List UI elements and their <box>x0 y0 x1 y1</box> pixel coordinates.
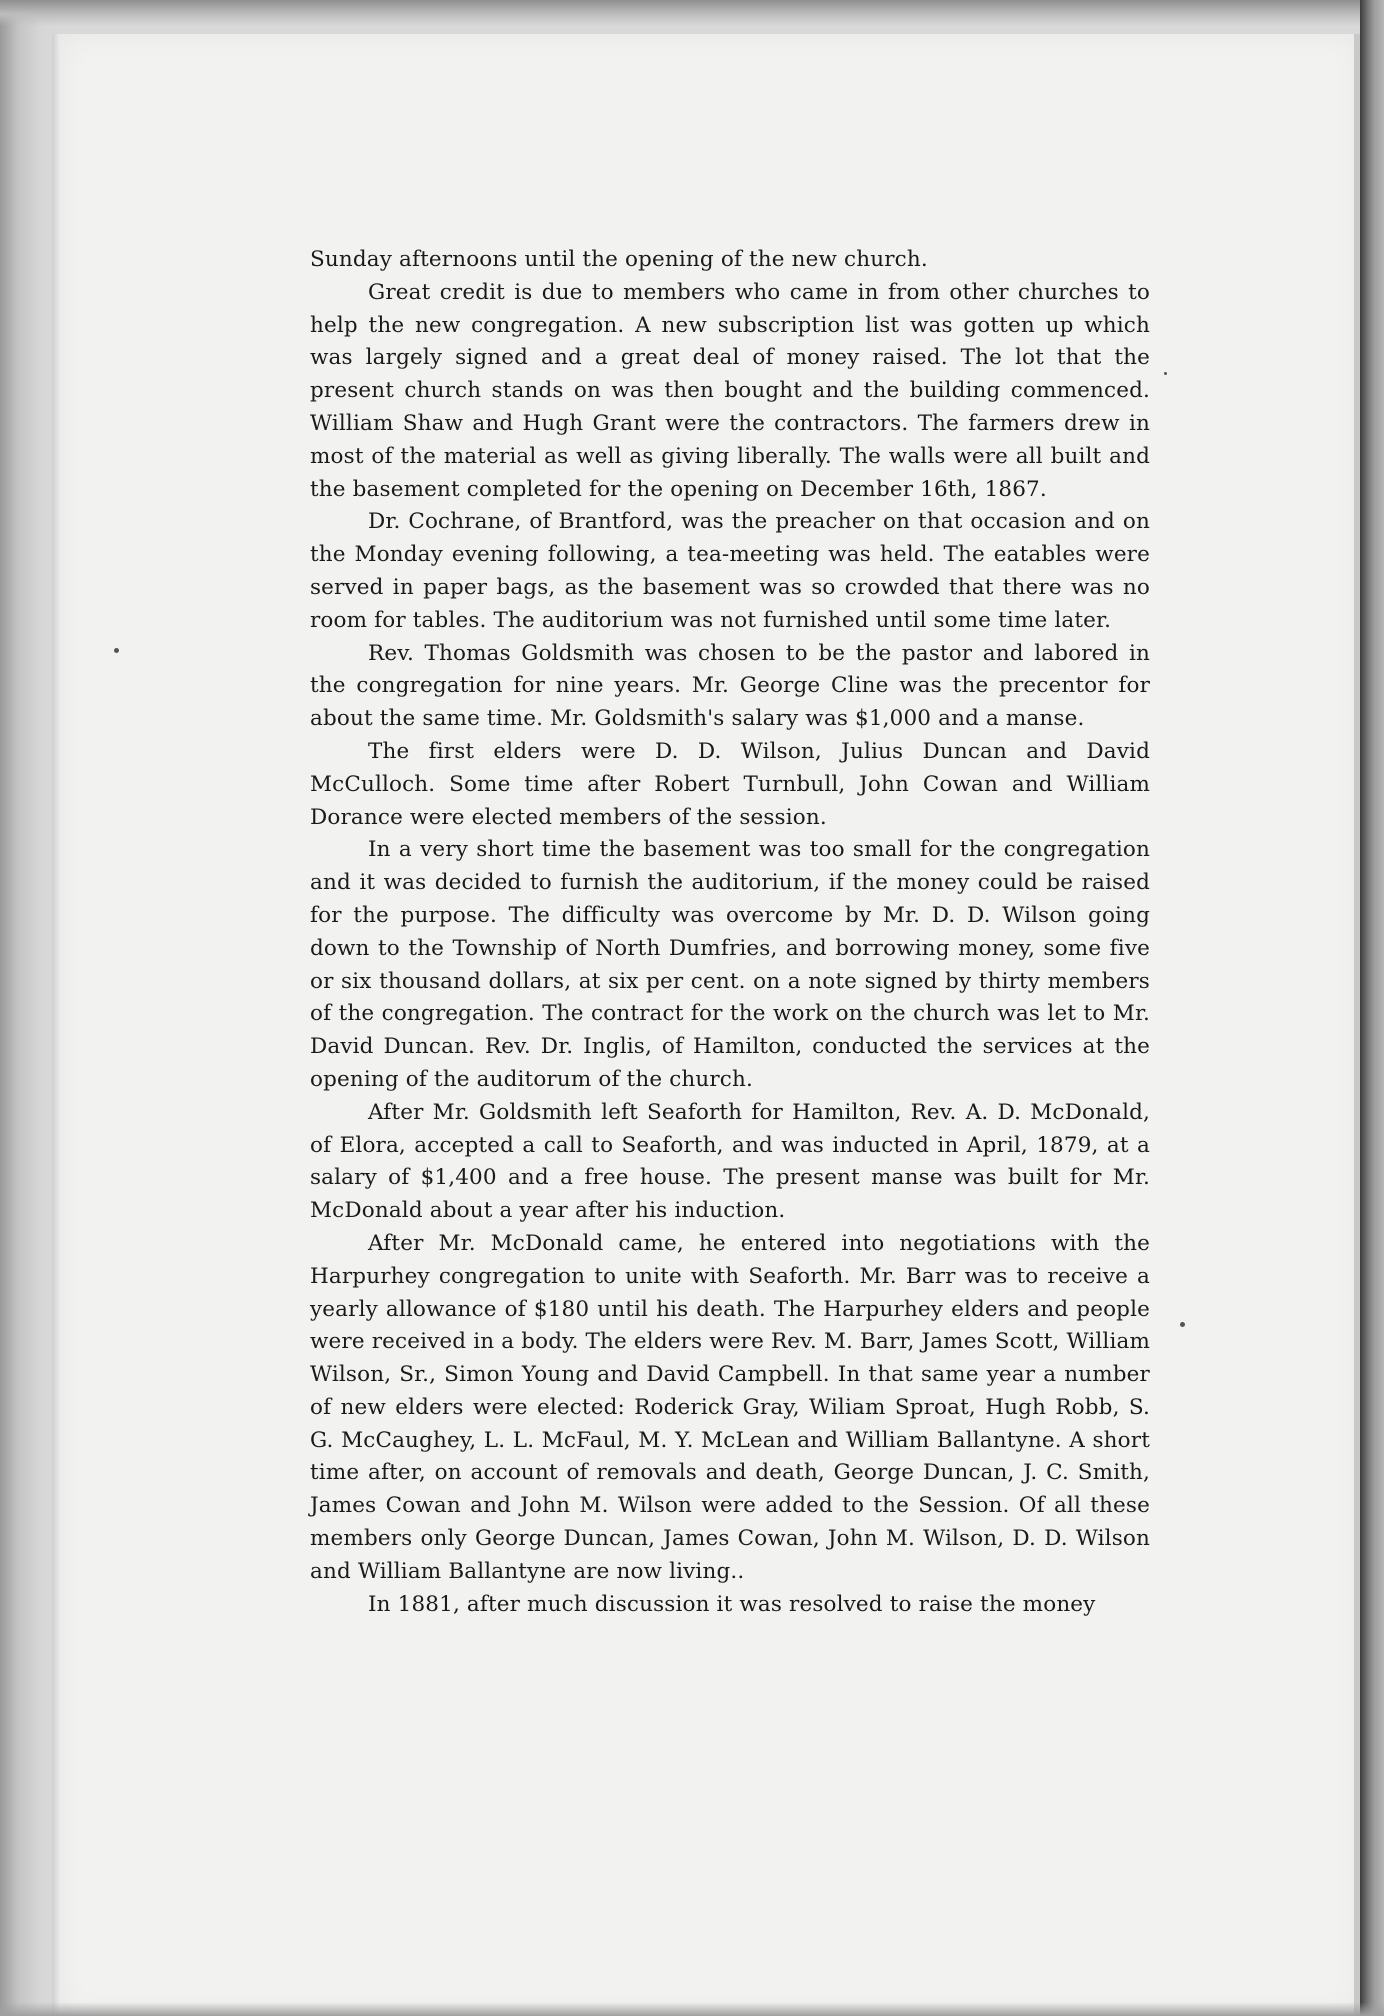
ink-speck <box>1164 372 1167 375</box>
paragraph: After Mr. McDonald came, he entered into negotiations with the Harpurhey congregation to unite with Seaforth. Mr. Barr was to receive a yearly allowance of $180 until his death. The Harpurhey elders and people were received in a body. The elders were Rev. M. Barr, James Scott, William Wilson, Sr., Simon Young and David Campbell. In that same year a number of new elders were elected: Roderick Gray, Wiliam Sproat, Hugh Robb, S. G. McCaughey, L. L. McFaul, M. Y. McLean and William Ballantyne. A short time after, on account of removals and death, George Duncan, J. C. Smith, James Cowan and John M. Wilson were added to the Session. Of all these members only George Duncan, James Cowan, John M. Wilson, D. D. Wilson and William Ballantyne are now living.. <box>310 1230 1150 1584</box>
paragraph: Sunday afternoons until the opening of the new church. <box>310 247 928 272</box>
paragraph: In a very short time the basement was too small for the congregation and it was decided to furnish the auditorium, if the money could be raised for the purpose. The difficulty was overcome by Mr. D. D. Wilson going down to the Township of North Dumfries, and borrowing money, some five or six thousand dollars, at six per cent. on a note signed by thirty members of the congregation. The contract for the work on the church was let to Mr. David Duncan. Rev. Dr. Inglis, of Hamilton, conducted the services at the opening of the auditorum of the church. <box>310 837 1150 1092</box>
page-left-fold <box>52 34 60 2016</box>
paragraph: In 1881, after much discussion it was resolved to raise the money <box>368 1591 1096 1617</box>
ink-speck <box>114 648 119 653</box>
paragraph: Rev. Thomas Goldsmith was chosen to be the pastor and labored in the congregation for nine years. Mr. George Cline was the precentor for about the same time. Mr. Goldsmith's salary was $1,000 and a manse. <box>310 640 1150 732</box>
paragraph: After Mr. Goldsmith left Seaforth for Hamilton, Rev. A. D. McDonald, of Elora, accepted a call to Seaforth, and was inducted in April, 1879, at a salary of $1,400 and a free house. The present manse was built for Mr. McDonald about a year after his induction. <box>310 1099 1150 1224</box>
scan-right-edge <box>1360 0 1384 2016</box>
paragraph: Great credit is due to members who came in from other churches to help the new congregation. A new subscription list was gotten up which was largely signed and a great deal of money raised. The lot that the present church stands on was then bought and the building commenced. William Shaw and Hugh Grant were the contractors. The farmers drew in most of the material as well as giving liberally. The walls were all built and the basement completed for the opening on December 16th, 1867. <box>310 279 1150 502</box>
scan-top-shadow <box>0 0 1384 26</box>
scan-bottom-shadow <box>0 2002 1384 2016</box>
ink-speck <box>1180 1322 1185 1327</box>
paragraph: The first elders were D. D. Wilson, Julius Duncan and David McCulloch. Some time after Robert Turnbull, John Cowan and William Dorance were elected members of the session. <box>310 738 1150 830</box>
paragraph: Dr. Cochrane, of Brantford, was the preacher on that occasion and on the Monday evening following, a tea-meeting was held. The eatables were served in paper bags, as the basement was so crowded that there was no room for tables. The auditorium was not furnished until some time later. <box>310 509 1150 633</box>
body-text <box>310 244 1150 1621</box>
